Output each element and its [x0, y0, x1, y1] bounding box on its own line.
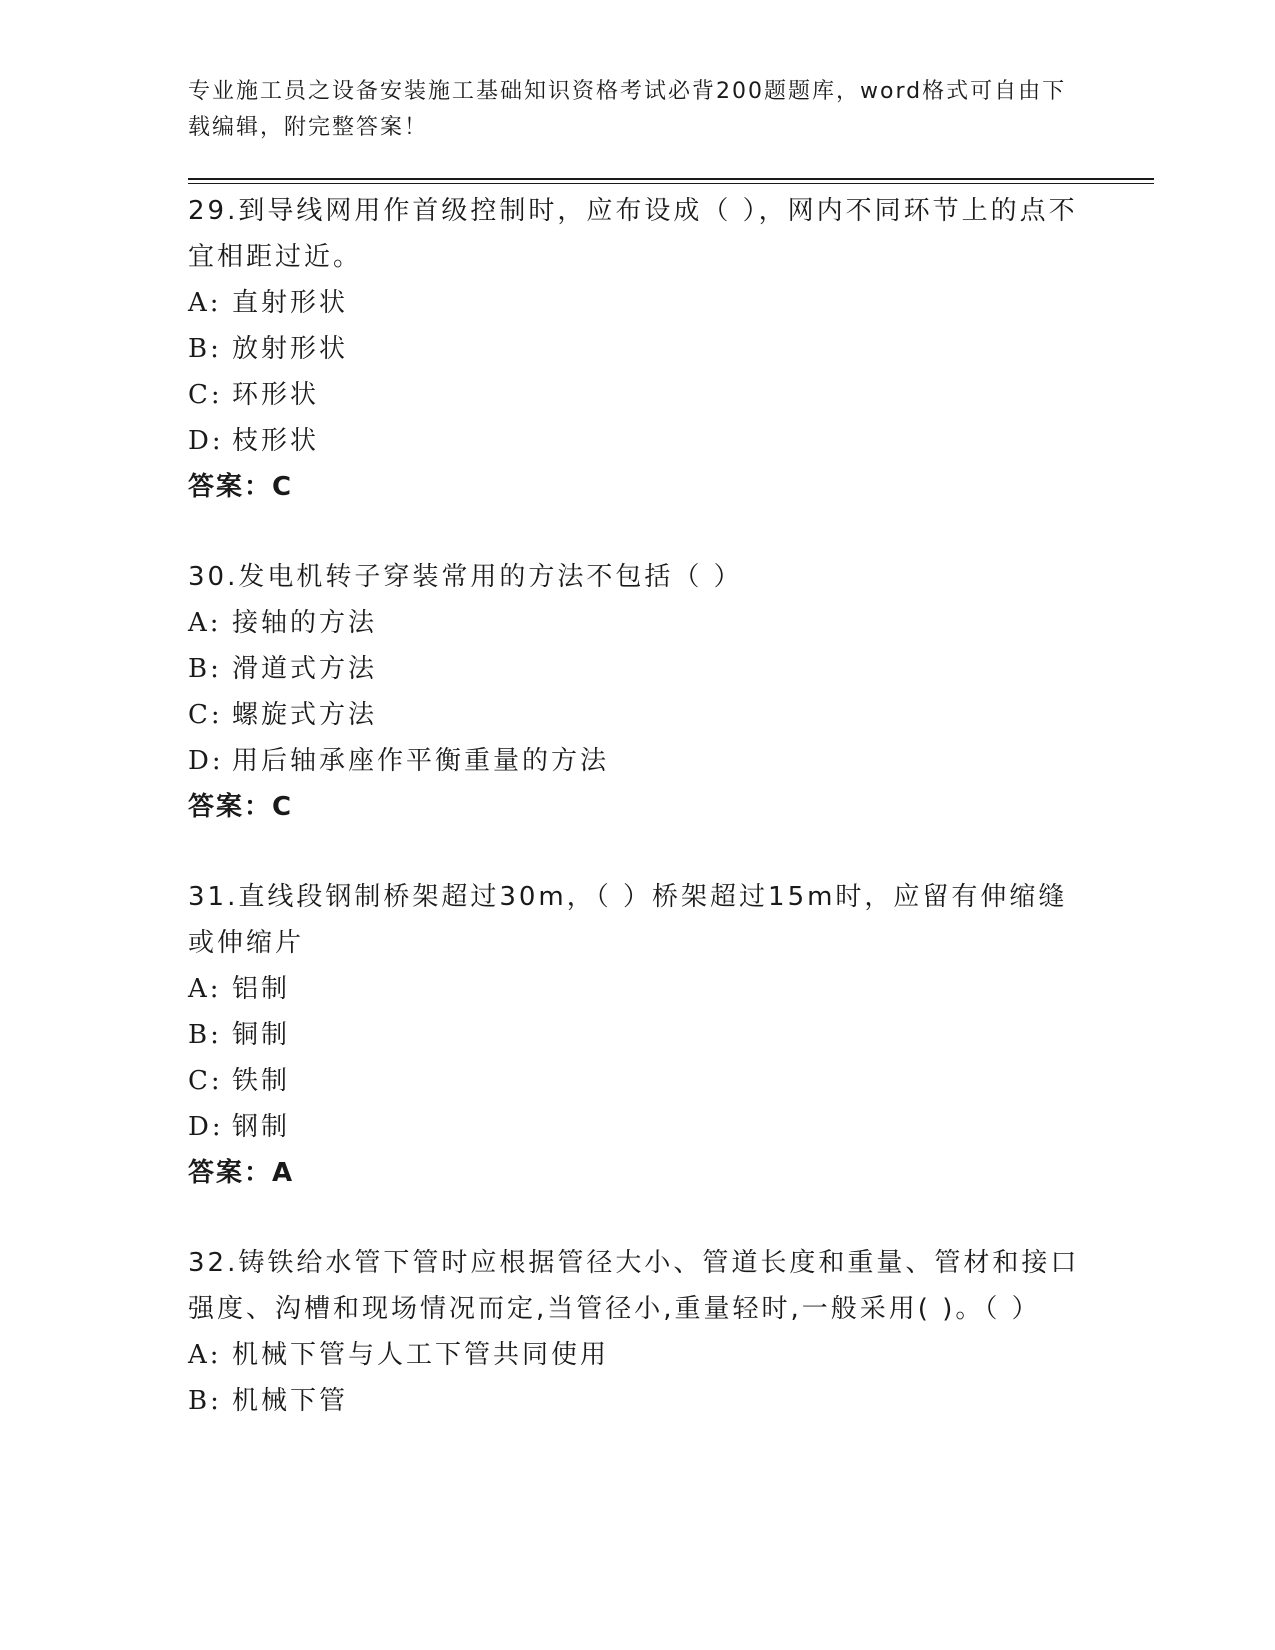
option-b: [188, 1378, 1088, 1424]
question-list: [188, 188, 1088, 1468]
option-text: 枝形状: [232, 426, 320, 456]
option-text: 铝制: [232, 974, 291, 1004]
option-a: [188, 600, 1088, 646]
option-c: [188, 1058, 1088, 1104]
option-key: D:: [188, 746, 224, 776]
question-text: 31.直线段钢制桥架超过30m，（ ）桥架超过15m时，应留有伸缩缝或伸缩片: [188, 882, 1068, 958]
question-29: [188, 188, 1088, 510]
option-text: 滑道式方法: [232, 654, 378, 684]
option-text: 环形状: [232, 380, 320, 410]
option-key: C:: [188, 380, 223, 410]
option-a: [188, 966, 1088, 1012]
question-text: 30.发电机转子穿装常用的方法不包括（ ）: [188, 562, 743, 592]
answer: 答案：C: [188, 792, 294, 822]
option-d: [188, 738, 1088, 784]
option-text: 放射形状: [232, 334, 349, 364]
question-text: 32.铸铁给水管下管时应根据管径大小、管道长度和重量、管材和接口强度、沟槽和现场情况而定,当管径小,重量轻时,一般采用( )。（ ）: [188, 1248, 1080, 1324]
option-b: [188, 646, 1088, 692]
option-text: 机械下管与人工下管共同使用: [232, 1340, 610, 1370]
option-key: A:: [188, 974, 222, 1004]
option-a: [188, 280, 1088, 326]
option-key: B:: [188, 334, 222, 364]
option-text: 机械下管: [232, 1386, 349, 1416]
document-title: 专业施工员之设备安装施工基础知识资格考试必背200题题库，word格式可自由下载编辑，附完整答案！: [188, 79, 1067, 140]
option-text: 铜制: [232, 1020, 291, 1050]
option-key: D:: [188, 1112, 224, 1142]
option-text: 螺旋式方法: [232, 700, 378, 730]
option-key: C:: [188, 1066, 223, 1096]
header-divider-thin: [188, 183, 1154, 184]
option-d: [188, 1104, 1088, 1150]
option-a: [188, 1332, 1088, 1378]
option-text: 用后轴承座作平衡重量的方法: [232, 746, 610, 776]
option-b: [188, 1012, 1088, 1058]
question-31: [188, 874, 1088, 1196]
question-30: [188, 554, 1088, 830]
document-header: [188, 74, 1068, 146]
option-text: 钢制: [232, 1112, 291, 1142]
option-key: B:: [188, 1020, 222, 1050]
option-key: B:: [188, 1386, 222, 1416]
option-key: A:: [188, 288, 222, 318]
question-32: [188, 1240, 1088, 1424]
option-d: [188, 418, 1088, 464]
option-key: C:: [188, 700, 223, 730]
header-divider-thick: [188, 178, 1154, 180]
answer: 答案：C: [188, 472, 294, 502]
option-text: 铁制: [232, 1066, 291, 1096]
option-text: 接轴的方法: [232, 608, 378, 638]
answer: 答案：A: [188, 1158, 295, 1188]
option-key: B:: [188, 654, 222, 684]
option-key: A:: [188, 608, 222, 638]
option-text: 直射形状: [232, 288, 349, 318]
option-c: [188, 692, 1088, 738]
question-text: 29.到导线网用作首级控制时，应布设成（ ），网内不同环节上的点不宜相距过近。: [188, 196, 1078, 272]
option-key: D:: [188, 426, 224, 456]
option-key: A:: [188, 1340, 222, 1370]
option-c: [188, 372, 1088, 418]
option-b: [188, 326, 1088, 372]
